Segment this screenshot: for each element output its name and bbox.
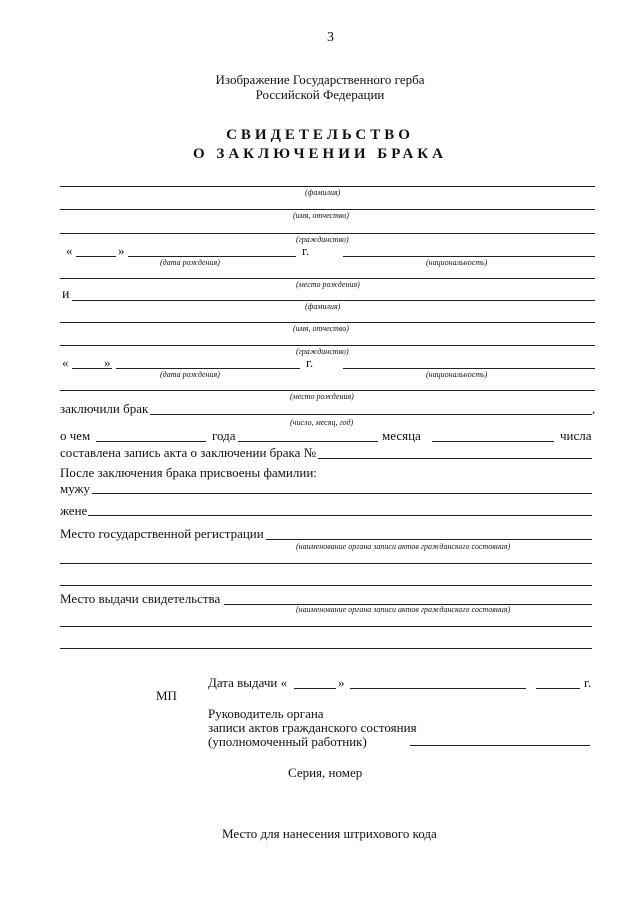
caption-birth-place: (место рождения): [296, 280, 360, 289]
caption-registry-office: (наименование органа записи актов гражданского состояния): [296, 542, 511, 551]
record-year-line: [96, 441, 206, 442]
page-number: 3: [327, 30, 334, 45]
spouse2-citizenship-line: [60, 345, 595, 346]
caption-surname: (фамилия): [305, 302, 341, 311]
spouse2-name-line: [60, 322, 595, 323]
quote-open: «: [62, 355, 69, 370]
marriage-date-line: [150, 414, 592, 415]
stamp-mark: МП: [156, 688, 177, 703]
barcode-place-label: Место для нанесения штрихового кода: [222, 826, 437, 841]
caption-birth-place: (место рождения): [290, 392, 354, 401]
day-word: числа: [560, 428, 592, 443]
spouse1-surname-line: [60, 186, 595, 187]
caption-nationality: (национальность): [426, 258, 488, 267]
surnames-assigned-label: После заключения брака присвоены фамилии:: [60, 465, 317, 480]
spouse1-nationality-line: [343, 256, 595, 257]
caption-citizenship: (гражданство): [296, 235, 349, 244]
caption-birth-date: (дата рождения): [160, 258, 220, 267]
husband-surname-line: [92, 493, 592, 494]
wife-surname-line: [88, 515, 592, 516]
caption-registry-office: (наименование органа записи актов гражданского состояния): [296, 605, 511, 614]
reg-place-line-2: [60, 563, 592, 564]
about-which-label: о чем: [60, 428, 91, 443]
month-word: месяца: [382, 428, 421, 443]
husband-label: мужу: [60, 481, 91, 496]
spouse2-nationality-line: [343, 368, 595, 369]
year-abbr: г.: [584, 675, 592, 690]
quote-close: »: [104, 355, 111, 370]
record-made-label: составлена запись акта о заключении брака №: [60, 445, 317, 460]
coat-of-arms-placeholder-line-2: Российской Федерации: [255, 87, 385, 102]
series-number-label: Серия, номер: [288, 765, 363, 780]
caption-nationality: (национальность): [426, 370, 488, 379]
reg-place-label: Место государственной регистрации: [60, 526, 264, 541]
married-label: заключили брак: [60, 401, 149, 416]
document-title-line-2: О ЗАКЛЮЧЕНИИ БРАКА: [192, 146, 447, 162]
coat-of-arms-placeholder-line-1: Изображение Государственного герба: [215, 72, 425, 87]
spouse1-birth-place-line: [60, 278, 595, 279]
record-month-line: [238, 441, 378, 442]
head-title-line-1: Руководитель органа: [208, 706, 324, 721]
conjunction-and: и: [62, 287, 70, 302]
quote-open: «: [66, 243, 73, 258]
head-title-line-3: (уполномоченный работник): [208, 734, 367, 749]
issue-place-label: Место выдачи свидетельства: [60, 591, 221, 606]
spouse1-birth-date-line: [128, 256, 296, 257]
caption-name-patronymic: (имя, отчество): [293, 211, 349, 220]
wife-label: жене: [60, 503, 88, 518]
caption-date-full: (число, месяц, год): [290, 418, 354, 427]
issue-place-line-2: [60, 626, 592, 627]
caption-citizenship: (гражданство): [296, 347, 349, 356]
caption-birth-date: (дата рождения): [160, 370, 220, 379]
spouse1-birth-day-line: [76, 256, 116, 257]
issue-day-line: [294, 688, 336, 689]
caption-surname: (фамилия): [305, 188, 341, 197]
spouse2-birth-date-line: [116, 368, 300, 369]
document-title-line-1: СВИДЕТЕЛЬСТВО: [226, 127, 414, 143]
issue-year-line: [536, 688, 580, 689]
quote-close: »: [338, 675, 345, 690]
record-day-line: [432, 441, 554, 442]
spouse2-surname-line: [72, 300, 595, 301]
year-abbr: г.: [302, 243, 310, 258]
spouse2-birth-place-line: [60, 390, 595, 391]
reg-place-line: [266, 539, 592, 540]
issue-place-line-3: [60, 648, 592, 649]
issue-date-label: Дата выдачи «: [208, 675, 288, 690]
record-number-line: [318, 458, 592, 459]
comma: ,: [592, 401, 596, 416]
issue-month-line: [350, 688, 526, 689]
signature-line: [410, 745, 590, 746]
year-abbr: г.: [306, 355, 314, 370]
reg-place-line-3: [60, 585, 592, 586]
head-title-line-2: записи актов гражданского состояния: [208, 720, 417, 735]
spouse1-name-line: [60, 209, 595, 210]
year-word: года: [212, 428, 236, 443]
spouse1-citizenship-line: [60, 233, 595, 234]
caption-name-patronymic: (имя, отчество): [293, 324, 349, 333]
quote-close: »: [118, 243, 125, 258]
